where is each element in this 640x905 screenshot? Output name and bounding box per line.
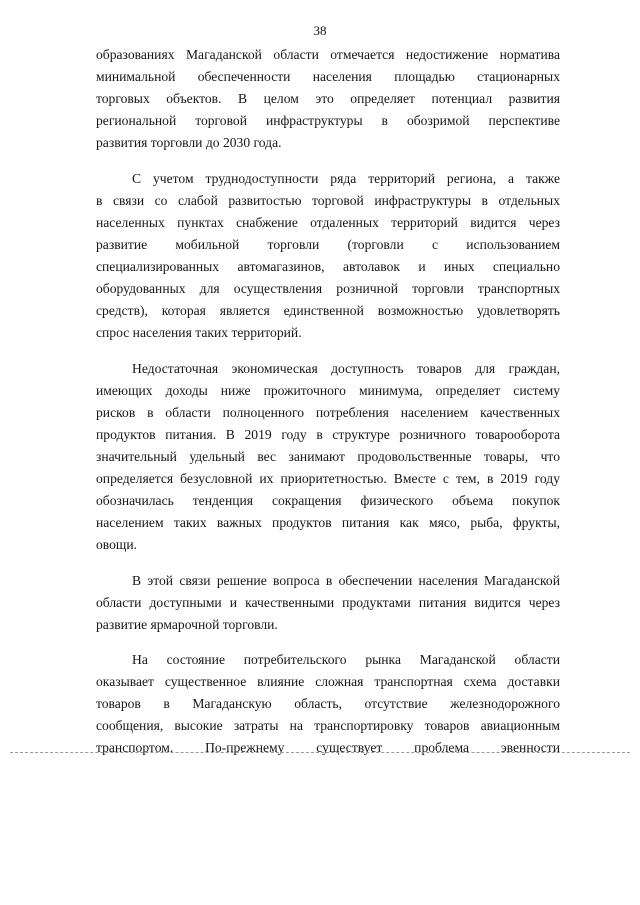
- paragraph-line: обозначилась тенденция сокращения физического объема покупок: [96, 493, 560, 509]
- paragraph-line: имеющих доходы ниже прожиточного минимума, определяет систему: [96, 382, 560, 398]
- paragraph-line: минимальной обеспеченности населения площадью стационарных: [96, 69, 560, 85]
- paragraph-line: В этой связи решение вопроса в обеспечении населения Магаданской: [132, 572, 560, 588]
- paragraph-line: оборудованных для осуществления розничной торговли транспортных: [96, 281, 560, 297]
- paragraph-line: значительный удельный вес занимают продовольственные товары, что: [96, 448, 560, 464]
- page-bottom-rule: [10, 752, 630, 753]
- paragraph-line: определяется безусловной их приоритетностью. Вместе с тем, в 2019 году: [96, 471, 560, 487]
- paragraph-line: сообщения, высокие затраты на транспортировку товаров авиационным: [96, 718, 560, 734]
- paragraph-line: На состояние потребительского рынка Магаданской области: [132, 652, 560, 668]
- paragraph: [96, 358, 560, 557]
- paragraph-line: региональной торговой инфраструктуры в обозримой перспективе: [96, 113, 560, 129]
- paragraph: [96, 570, 560, 636]
- paragraph: [96, 168, 560, 345]
- paragraph-line: Недостаточная экономическая доступность товаров для граждан,: [132, 360, 560, 376]
- paragraph-line: рисков в области полноценного потребления населением качественных: [96, 404, 560, 420]
- page-number: 38: [313, 23, 327, 38]
- paragraph-line: транспортом. По-прежнему существует проблема эвенности: [96, 740, 560, 756]
- paragraph-line: области доступными и качественными продуктами питания видится через: [96, 594, 560, 610]
- paragraph-line: развития торговли до 2030 года.: [96, 135, 282, 151]
- paragraph-line: овощи.: [96, 537, 138, 553]
- paragraph-line: торговых объектов. В целом это определяет потенциал развития: [96, 91, 560, 107]
- paragraph-line: населенных пунктах снабжение отдаленных территорий видится через: [96, 214, 560, 230]
- paragraph: [96, 649, 560, 759]
- paragraph: [96, 44, 560, 154]
- paragraph-line: образованиях Магаданской области отмечается недостижение норматива: [96, 47, 560, 62]
- paragraph-line: продуктов питания. В 2019 году в структуре розничного товарооборота: [96, 426, 560, 442]
- paragraph-line: развитие мобильной торговли (торговли с использованием: [96, 236, 560, 252]
- body-text: [96, 44, 560, 773]
- paragraph-line: развитие ярмарочной торговли.: [96, 616, 278, 632]
- paragraph-line: населением таких важных продуктов питания как мясо, рыба, фрукты,: [96, 515, 560, 531]
- paragraph-line: средств), которая является единственной возможностью удовлетворять: [96, 303, 560, 319]
- paragraph-line: спрос населения таких территорий.: [96, 325, 302, 341]
- paragraph-line: оказывает существенное влияние сложная транспортная схема доставки: [96, 674, 560, 690]
- paragraph-line: С учетом труднодоступности ряда территорий региона, а также: [132, 170, 560, 186]
- paragraph-line: товаров в Магаданскую область, отсутствие железнодорожного: [96, 696, 560, 712]
- paragraph-line: специализированных автомагазинов, автолавок и иных специально: [96, 259, 560, 275]
- paragraph-line: в связи со слабой развитостью торговой инфраструктуры в отдельных: [96, 192, 560, 208]
